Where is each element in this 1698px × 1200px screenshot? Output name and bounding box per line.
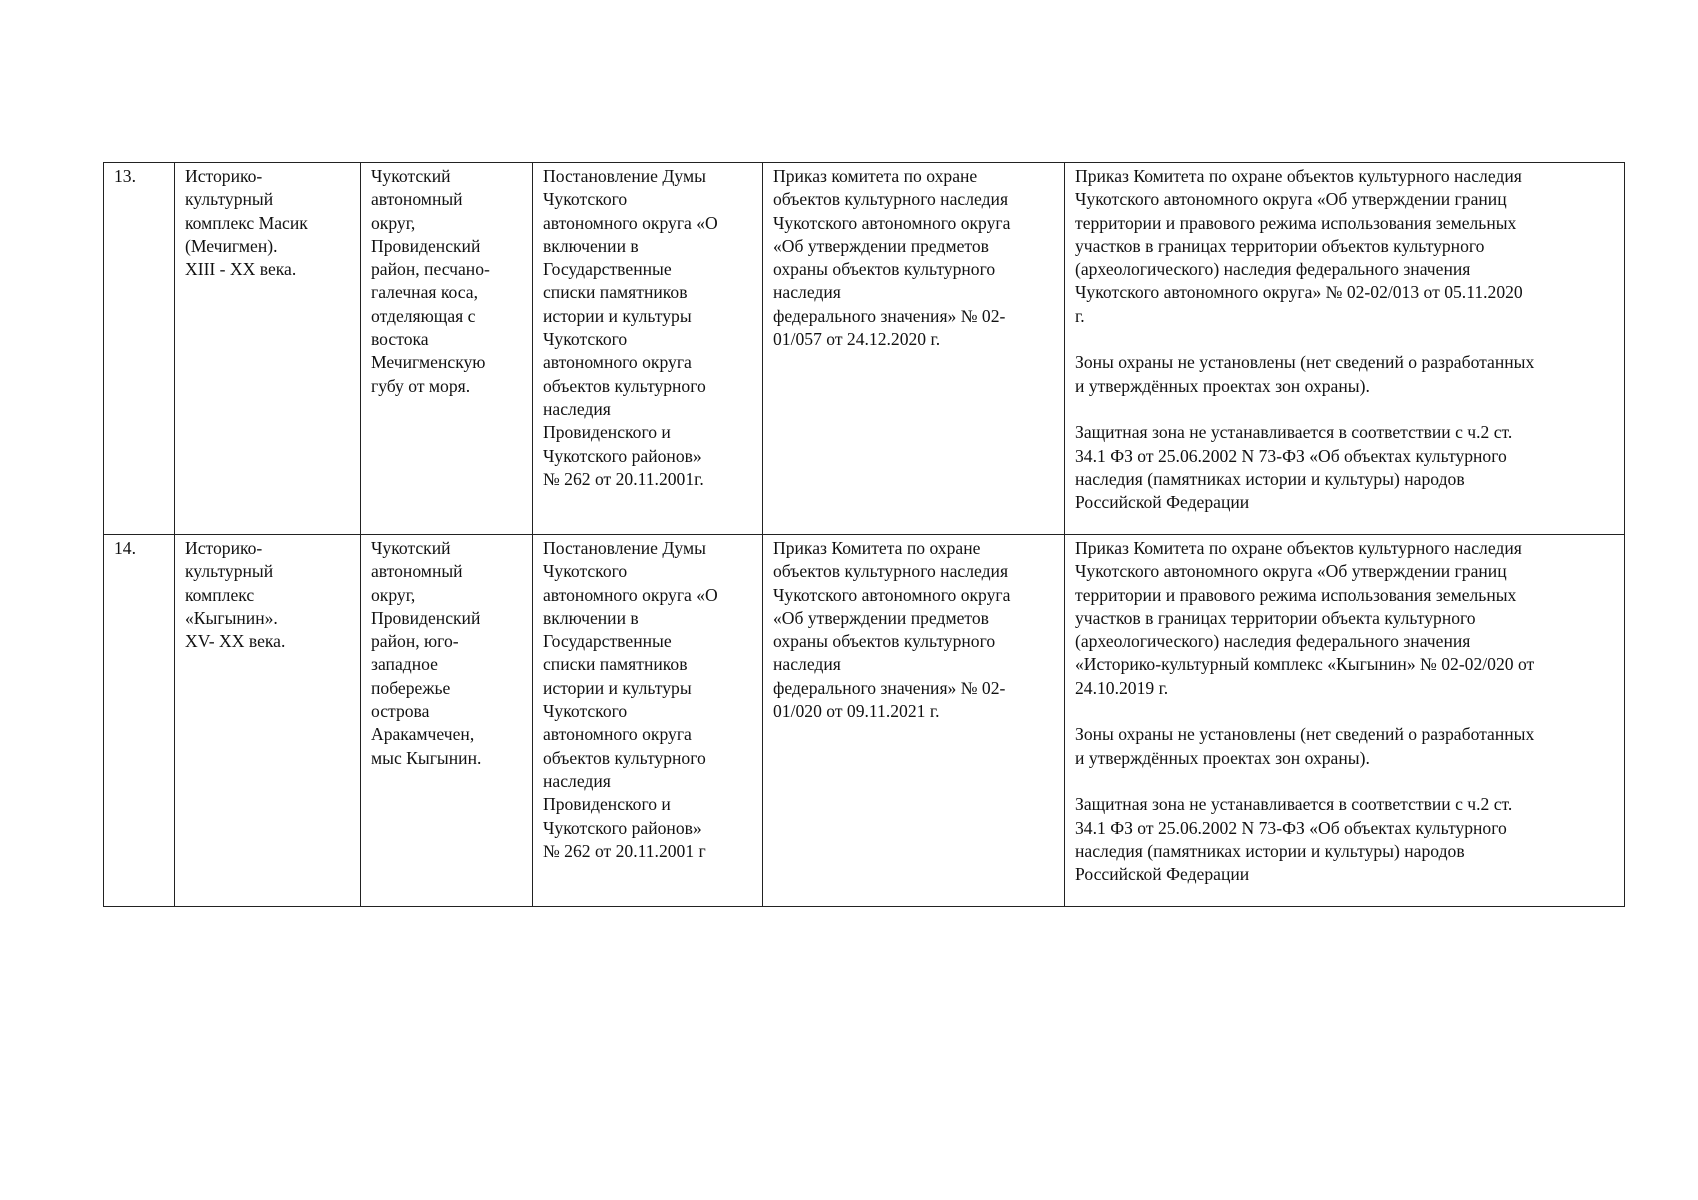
boundaries-and-zones-cell: Приказ Комитета по охране объектов культурного наследия Чукотского автономного округа «Об утверждении границ территории и правового режима использования земельных участков в границах территории объекта культурного (археологического) наследия федерального значения «Историко-культурный комплекс «Кыгынин» № 02-02/020 от 24.10.2019 г. Зоны охраны не установлены (нет сведений о разработанных и утверждённых проектах зон охраны). Защитная зона не устанавливается в соответствии с ч.2 ст. 34.1 ФЗ от 25.06.2002 N 73-ФЗ «Об объектах культурного наследия (памятниках истории и культуры) народов Российской Федерации [1065,535,1625,907]
location-cell: Чукотский автономный округ, Провиденский район, юго- западное побережье острова Аракамчечен, мыс Кыгынин. [361,535,533,907]
object-name-cell: Историко- культурный комплекс «Кыгынин». XV- XX века. [175,535,361,907]
location-cell: Чукотский автономный округ, Провиденский район, песчано- галечная коса, отделяющая с востока Мечигменскую губу от моря. [361,163,533,535]
heritage-registry-table [103,162,1625,907]
registration-act-cell: Постановление Думы Чукотского автономного округа «О включении в Государственные списки памятников истории и культуры Чукотского автономного округа объектов культурного наследия Провиденского и Чукотского районов» № 262 от 20.11.2001 г [533,535,763,907]
registration-act-cell: Постановление Думы Чукотского автономного округа «О включении в Государственные списки памятников истории и культуры Чукотского автономного округа объектов культурного наследия Провиденского и Чукотского районов» № 262 от 20.11.2001г. [533,163,763,535]
protection-subject-act-cell: Приказ комитета по охране объектов культурного наследия Чукотского автономного округа «Об утверждении предметов охраны объектов культурного наследия федерального значения» № 02- 01/057 от 24.12.2020 г. [763,163,1065,535]
protection-subject-act-cell: Приказ Комитета по охране объектов культурного наследия Чукотского автономного округа «Об утверждении предметов охраны объектов культурного наследия федерального значения» № 02- 01/020 от 09.11.2021 г. [763,535,1065,907]
row-number-cell: 14. [104,535,175,907]
table-row [104,535,1625,907]
object-name-cell: Историко- культурный комплекс Масик (Мечигмен). XIII - XX века. [175,163,361,535]
table-row [104,163,1625,535]
row-number-cell: 13. [104,163,175,535]
boundaries-and-zones-cell: Приказ Комитета по охране объектов культурного наследия Чукотского автономного округа «Об утверждении границ территории и правового режима использования земельных участков в границах территории объектов культурного (археологического) наследия федерального значения Чукотского автономного округа» № 02-02/013 от 05.11.2020 г. Зоны охраны не установлены (нет сведений о разработанных и утверждённых проектах зон охраны). Защитная зона не устанавливается в соответствии с ч.2 ст. 34.1 ФЗ от 25.06.2002 N 73-ФЗ «Об объектах культурного наследия (памятниках истории и культуры) народов Российской Федерации [1065,163,1625,535]
